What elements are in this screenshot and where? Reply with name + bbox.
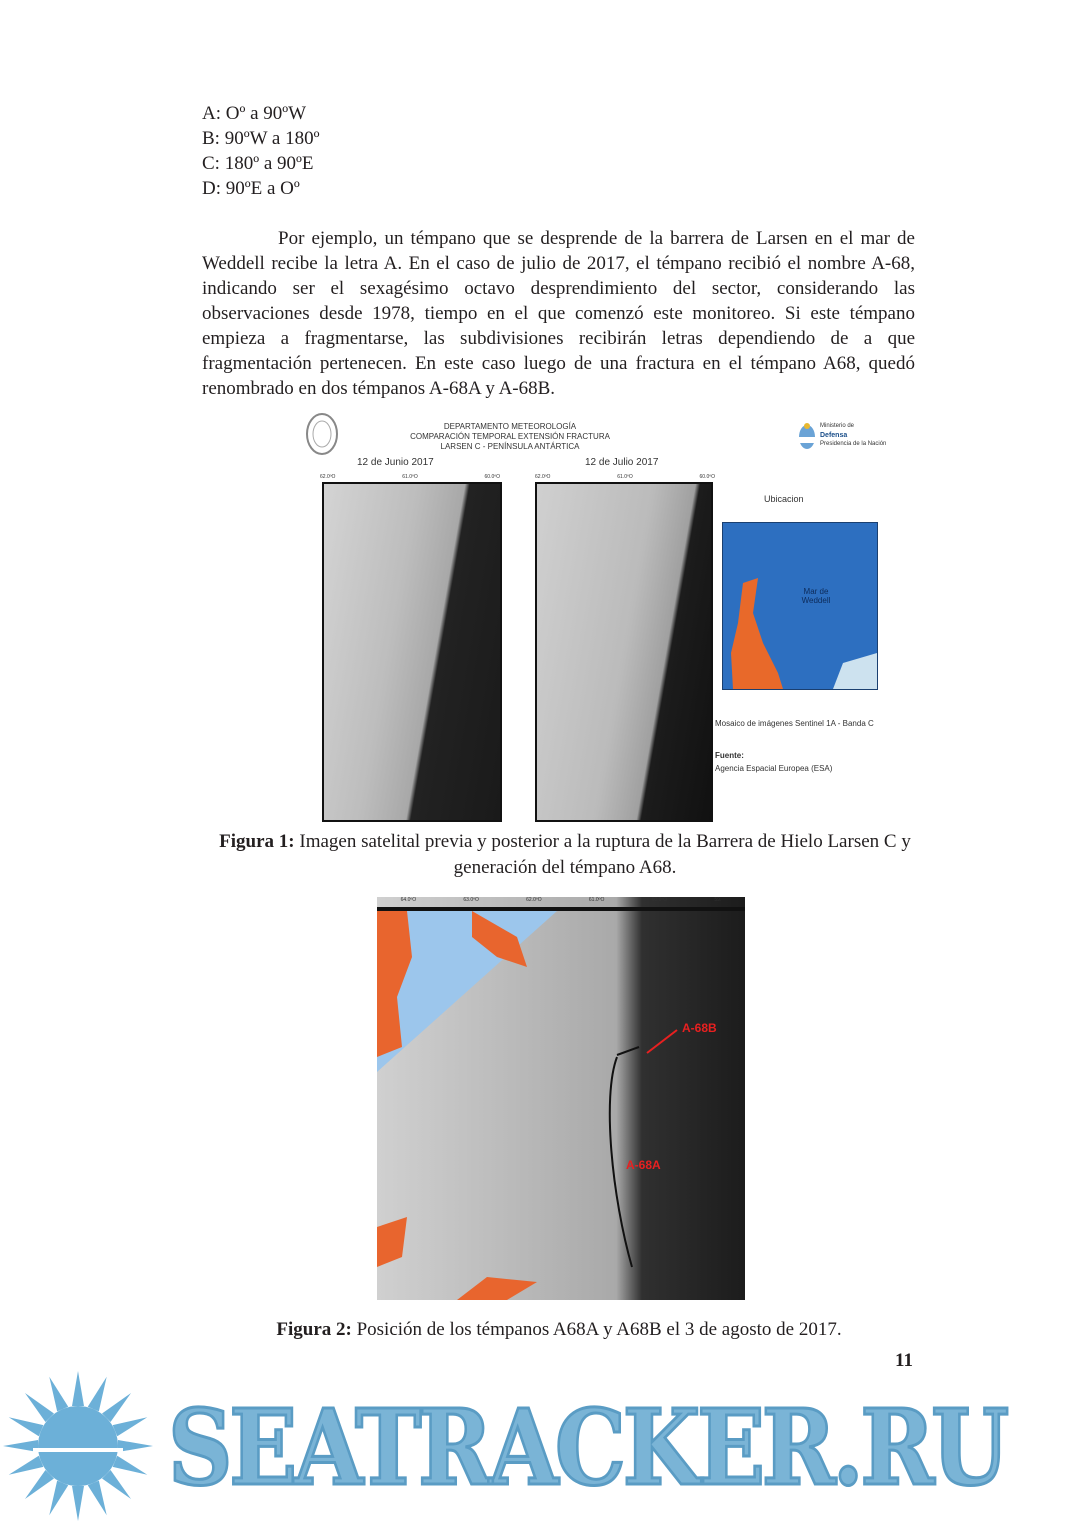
figure-1-caption	[200, 829, 930, 881]
list-item: A: Oº a 90ºW	[202, 103, 307, 124]
source-label	[715, 751, 744, 760]
list-item: B: 90ºW a 180º	[202, 128, 320, 149]
sector-list	[202, 101, 320, 201]
tick-label: 61.0ºO	[617, 474, 633, 480]
location-title: Ubicacion	[764, 494, 804, 504]
date-left: 12 de Junio 2017	[357, 457, 434, 468]
ministry-text: Defensa	[820, 432, 848, 439]
caption-text: Imagen satelital previa y posterior a la ruptura de la Barrera de Hielo Larsen C y generación del témpano A68.	[299, 831, 911, 878]
tick-label: 61.0ºO	[402, 474, 418, 480]
list-item: C: 180º a 90ºE	[202, 153, 314, 174]
watermark: SEATRACKER.RU	[168, 1386, 1006, 1509]
figure-header-line: LARSEN C - PENÍNSULA ANTÁRTICA	[440, 442, 580, 451]
peninsula-shape	[723, 523, 877, 689]
figure-header-line: DEPARTAMENTO METEOROLOGÍA	[443, 422, 577, 431]
tick-label: 61.0ºO	[588, 897, 605, 903]
page-number: 11	[895, 1350, 913, 1371]
tick-label: 62.0ºO	[526, 897, 542, 903]
sun-logo-icon	[0, 1368, 160, 1523]
figure-header-line: COMPARACIÓN TEMPORAL EXTENSIÓN FRACTURA	[410, 432, 610, 441]
tick-label: 60.0ºO	[484, 474, 500, 480]
argentina-shield-icon	[798, 422, 816, 450]
body-paragraph: Por ejemplo, un témpano que se desprende de la barrera de Larsen en el mar de Weddell recibe la letra A. En el caso de julio de 2017, el témpano recibió el nombre A-68, indicando ser el sexagésimo octavo desprendimiento del sector, considerando las observaciones desde 1978, tiempo en el que comenzó este monitoreo. Si este témpano empieza a fragmentarse, las subdivisiones recibirán letras dependiendo de a que fragmentación pertenecen. En este caso luego de una fractura en el témpano A68, quedó renombrado en dos témpanos A-68A y A-68B.	[202, 228, 915, 399]
figure-2-caption	[200, 1317, 918, 1343]
source-label-text: Fuente:	[715, 751, 744, 760]
caption-label: Figura 2:	[276, 1319, 352, 1340]
ministry-text: Ministerio de	[820, 423, 855, 429]
tick-label: 60.0ºO	[651, 897, 668, 903]
tick-label: 64.0ºO	[400, 897, 417, 903]
date-right: 12 de Julio 2017	[585, 457, 659, 468]
location-map	[722, 522, 878, 690]
satellite-image-july	[535, 482, 713, 822]
tick-label: 62.0ºO	[320, 474, 336, 480]
list-item: D: 90ºE a Oº	[202, 178, 300, 199]
figure-1	[300, 408, 900, 823]
label-a68a: A-68A	[626, 1158, 661, 1172]
caption-label: Figura 1:	[219, 831, 295, 852]
map-label: Mar de Weddell	[801, 587, 831, 605]
tick-label: 63.0ºO	[463, 897, 479, 903]
label-a68b: A-68B	[682, 1021, 717, 1035]
tick-label: 59.	[714, 897, 722, 903]
mosaic-text: Mosaico de imágenes Sentinel 1A - Banda C	[715, 719, 874, 728]
satellite-image-june	[322, 482, 502, 822]
satellite-map	[377, 897, 745, 1300]
tick-label: 60.0ºO	[699, 474, 715, 480]
source-text: Agencia Espacial Europea (ESA)	[715, 764, 833, 773]
emblem-icon	[305, 412, 339, 456]
tick-label: 62.0ºO	[535, 474, 551, 480]
ministry-text: Presidencia de la Nación	[820, 441, 887, 447]
caption-text: Posición de los témpanos A68A y A68B el 3 de agosto de 2017.	[356, 1319, 842, 1340]
figure-2	[377, 897, 745, 1300]
